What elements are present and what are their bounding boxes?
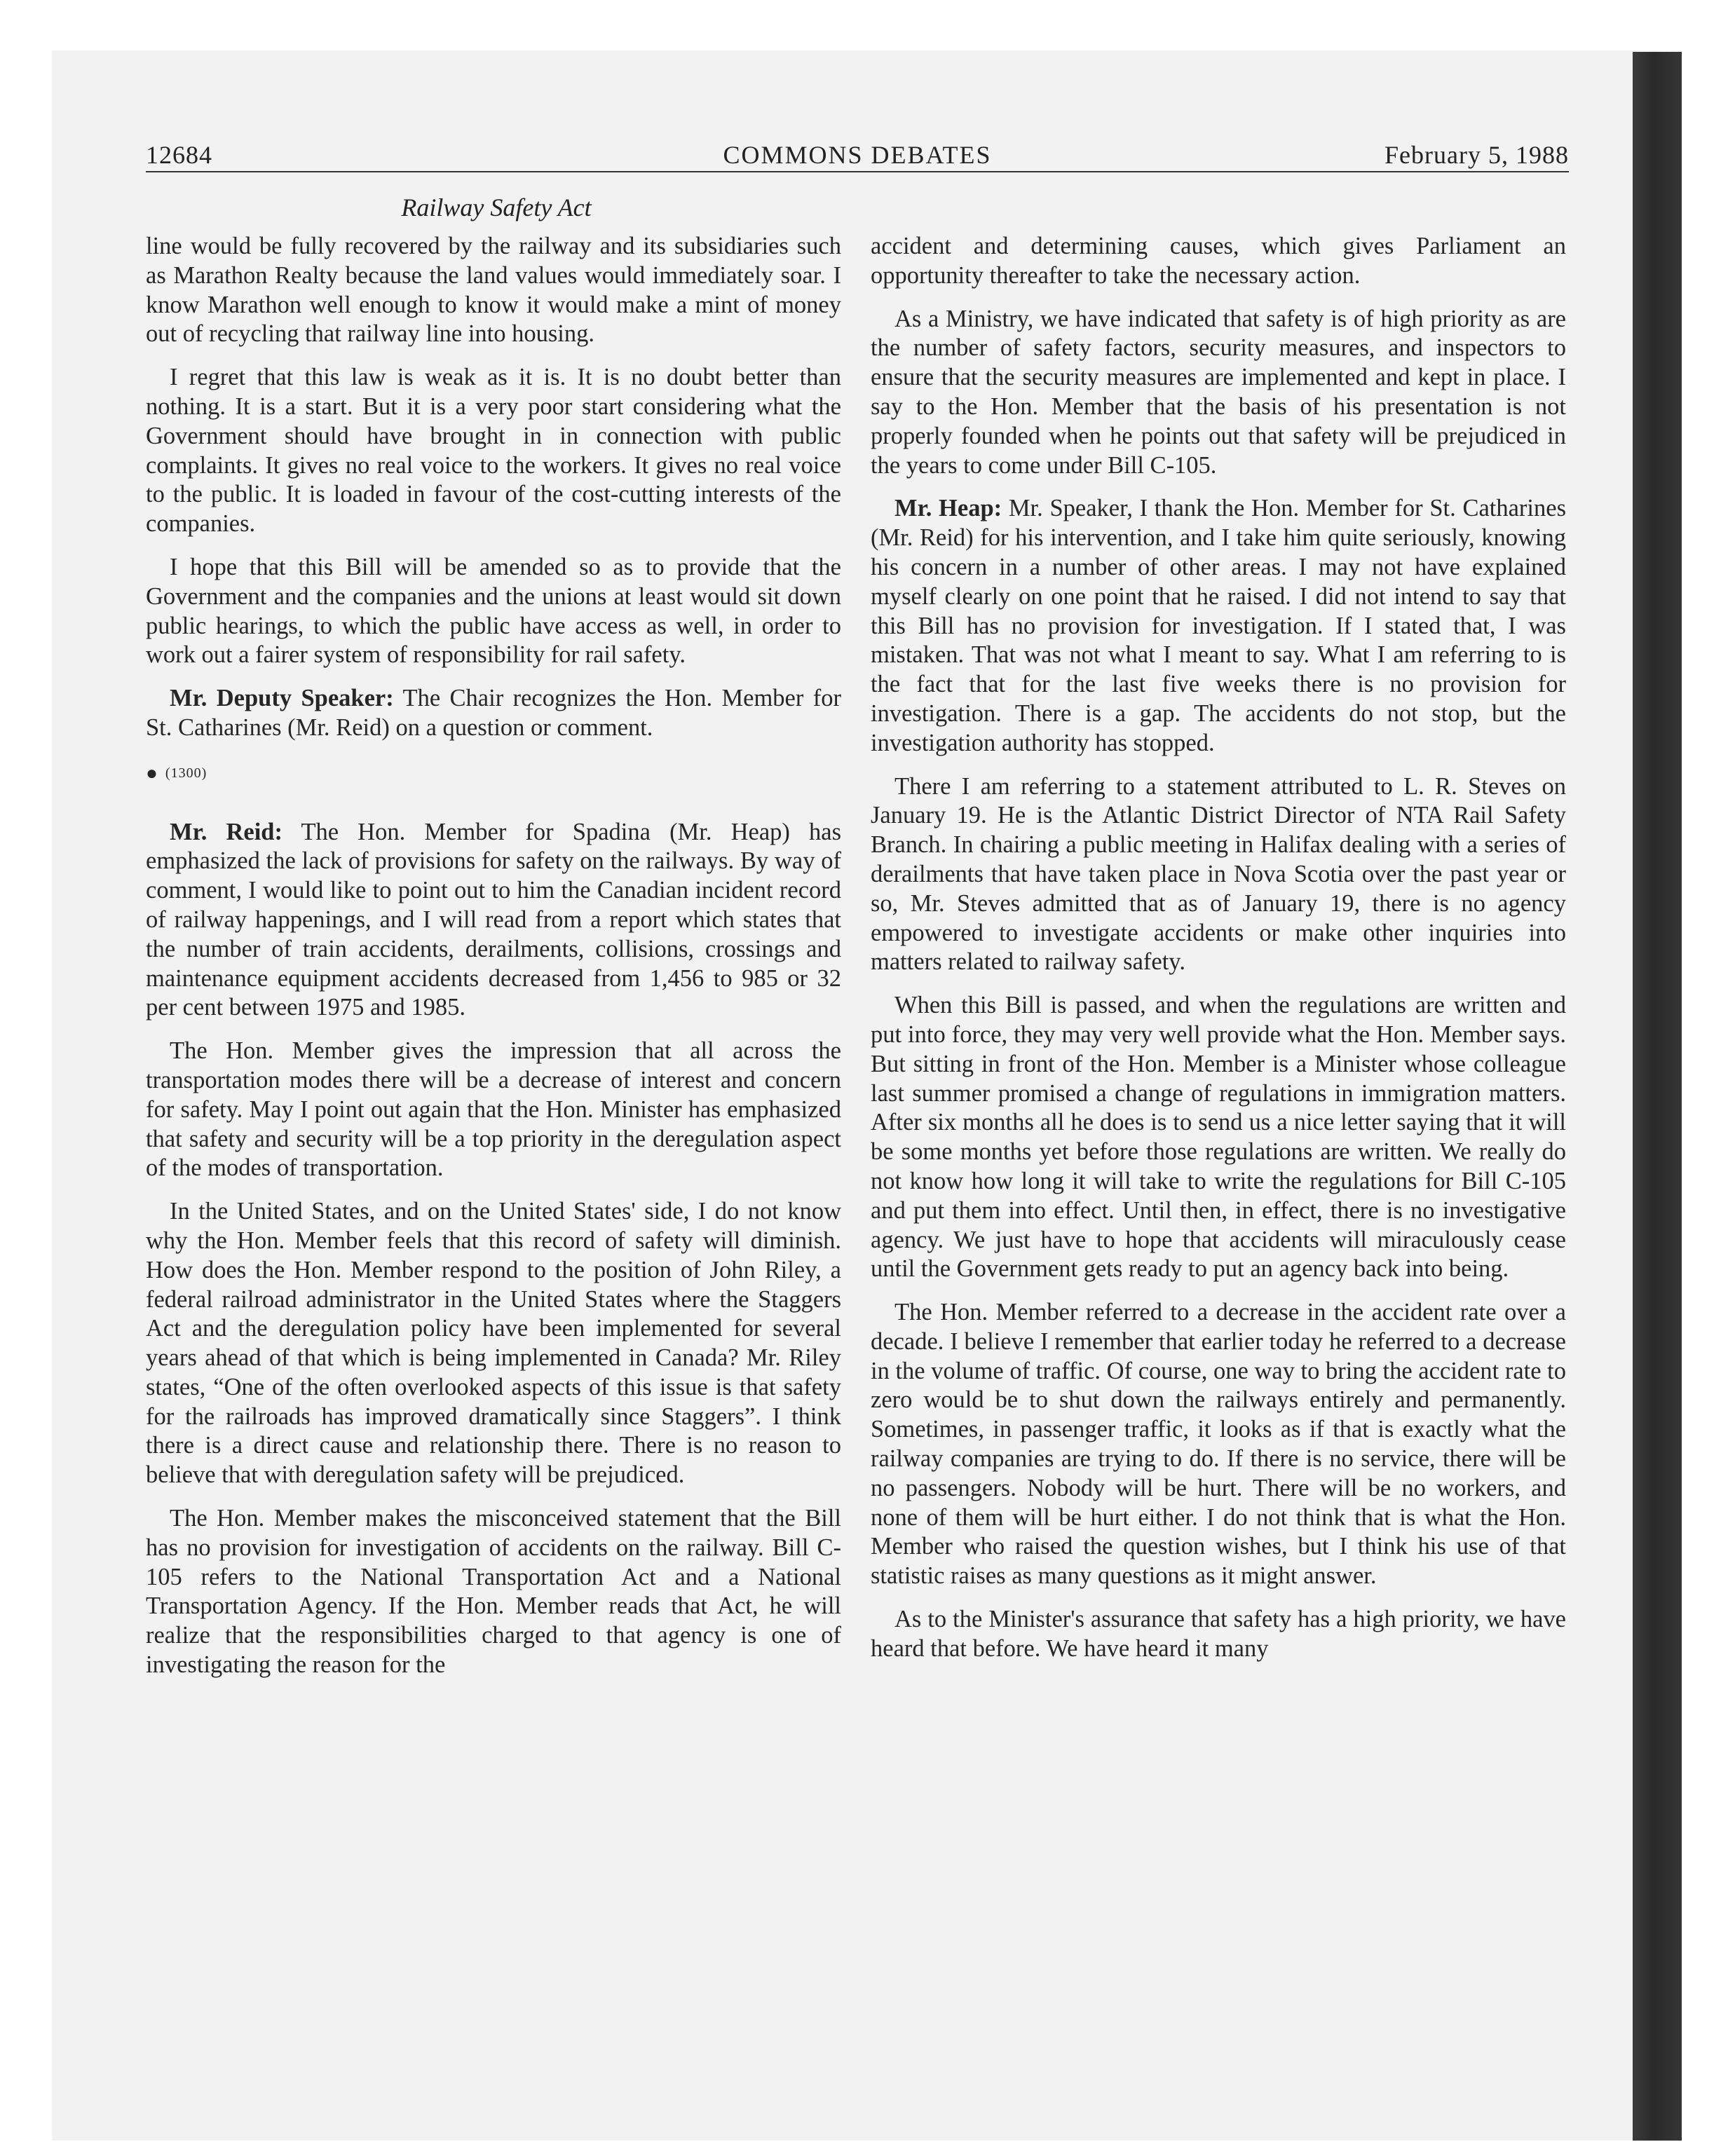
page-number: 12684 (146, 141, 212, 169)
header-rule (146, 171, 1569, 172)
speaker-name: Mr. Deputy Speaker: (170, 685, 394, 712)
speech-text: Mr. Speaker, I thank the Hon. Member for St. Catharines (Mr. Reid) for his intervention, and I take him quite seriously, knowing his concern in a number of other areas. I may not have explained myself clearly on one point that he raised. I did not intend to say that this Bill has no provision for investigation. If I stated that, I was mistaken. That was not what I meant to say. What I am referring to is the fact that for the last five weeks there is no provision for investigation. There is a gap. The accidents do not stop, but the investigation authority has stopped. (871, 495, 1566, 756)
paragraph: line would be fully recovered by the railway and its subsidiaries such as Marathon Realty because the land values would immediately soar. I know Marathon well enough to know it would make a mint of money out of recycling that railway line into housing. (146, 233, 841, 348)
paragraph: I regret that this law is weak as it is. It is no doubt better than nothing. It is a start. But it is a very poor start considering what the Government should have brought in in connection with public complaints. It gives no real voice to the workers. It gives no real voice to the public. It is loaded in favour of the cost-cutting interests of the companies. (146, 364, 841, 538)
paragraph: The Hon. Member makes the misconceived statement that the Bill has no provision for investigation of accidents on the railway. Bill C-105 refers to the National Transportation Act and a National Transportation Agency. If the Hon. Member reads that Act, he will realize that the responsibilities charged to that agency is one of investigating the reason for the (146, 1505, 841, 1679)
paragraph: As a Ministry, we have indicated that safety is of high priority as are the number of safety factors, security measures, and inspectors to ensure that the security measures are implemented and kept in place. I say to the Hon. Member that the basis of his presentation is not properly founded when he points out that safety will be prejudiced in the years to come under Bill C-105. (871, 305, 1566, 479)
speech-text: The Hon. Member for Spadina (Mr. Heap) has emphasized the lack of provisions for safety on the railways. By way of comment, I would like to point out to him the Canadian incident record of railway happenings, and I will read from a report which states that the number of train accidents, derailments, collisions, crossings and maintenance equipment accidents decreased from 1,456 to 985 or 32 per cent between 1975 and 1985. (146, 818, 841, 1021)
paragraph: There I am referring to a statement attributed to L. R. Steves on January 19. He is the Atlantic District Director of NTA Rail Safety Branch. In chairing a public meeting in Halifax dealing with a series of derailments that have taken place in Nova Scotia over the past year or so, Mr. Steves admitted that as of January 19, there is no agency empowered to investigate accidents or make other inquiries into matters related to railway safety. (871, 772, 1566, 976)
speaker-name: Mr. Heap: (894, 495, 1002, 522)
paragraph: I hope that this Bill will be amended so as to provide that the Government and the companies and the unions at least would sit down public hearings, to which the public have access as well, in order to work out a fairer system of responsibility for rail safety. (146, 553, 841, 669)
paragraph: As to the Minister's assurance that safety has a high priority, we have heard that before. We have heard it many (871, 1606, 1566, 1662)
time-marker-text: (1300) (165, 765, 207, 781)
section-title: Railway Safety Act (401, 193, 592, 221)
page-header (146, 140, 1569, 172)
speech-paragraph (871, 494, 1566, 758)
paragraph: The Hon. Member referred to a decrease in the accident rate over a decade. I believe I remember that earlier today he referred to a decrease in the volume of traffic. Of course, one way to bring the accident rate to zero would be to shut down the railways entirely and permanently. Sometimes, in passenger traffic, it looks as if that is exactly what the railway companies are trying to do. If there is no service, there will be no passengers. Nobody will be hurt. There will be no workers, and none of them will be hurt either. I do not think that is what the Hon. Member who raised the question wishes, but I think his use of that statistic raises as many questions as it might answer. (871, 1299, 1566, 1590)
speech-paragraph (146, 818, 841, 1023)
paragraph: The Hon. Member gives the impression that all across the transportation modes there will be a decrease of interest and concern for safety. May I point out again that the Hon. Minister has emphasized that safety and security will be a top priority in the deregulation aspect of the modes of transportation. (146, 1037, 841, 1182)
bullet-icon: ● (146, 762, 158, 784)
left-column (146, 232, 841, 1694)
right-column (871, 232, 1566, 1678)
speech-paragraph (146, 684, 841, 743)
issue-date: February 5, 1988 (1384, 141, 1569, 169)
time-marker (146, 757, 841, 789)
speaker-name: Mr. Reid: (170, 818, 283, 845)
paragraph: accident and determining causes, which gives Parliament an opportunity thereafter to take the necessary action. (871, 233, 1566, 289)
speech-text: The Chair recognizes the Hon. Member for St. Catharines (Mr. Reid) on a question or comment. (146, 685, 841, 741)
publication-title: COMMONS DEBATES (723, 141, 992, 169)
scan-dark-edge (1633, 52, 1682, 2141)
paragraph: In the United States, and on the United States' side, I do not know why the Hon. Member feels that this record of safety will diminish. How does the Hon. Member respond to the position of John Riley, a federal railroad administrator in the United States where the Staggers Act and the deregulation policy have been implemented for several years ahead of that which is being implemented in Canada? Mr. Riley states, “One of the often overlooked aspects of this issue is that safety for the railroads has improved dramatically since Staggers”. I think there is a direct cause and relationship there. There is no reason to believe that with deregulation safety will be prejudiced. (146, 1198, 841, 1489)
paragraph: When this Bill is passed, and when the regulations are written and put into force, they may very well provide what the Hon. Member says. But sitting in front of the Hon. Member is a Minister whose colleague last summer promised a change of regulations in immigration matters. After six months all he does is to send us a nice letter saying that it will be some months yet before those regulations are written. We really do not know how long it will take to write the regulations for Bill C-105 and put them into effect. Until then, in effect, there is no investigative agency. We just have to hope that accidents will miraculously cease until the Government gets ready to put an agency back into being. (871, 992, 1566, 1283)
